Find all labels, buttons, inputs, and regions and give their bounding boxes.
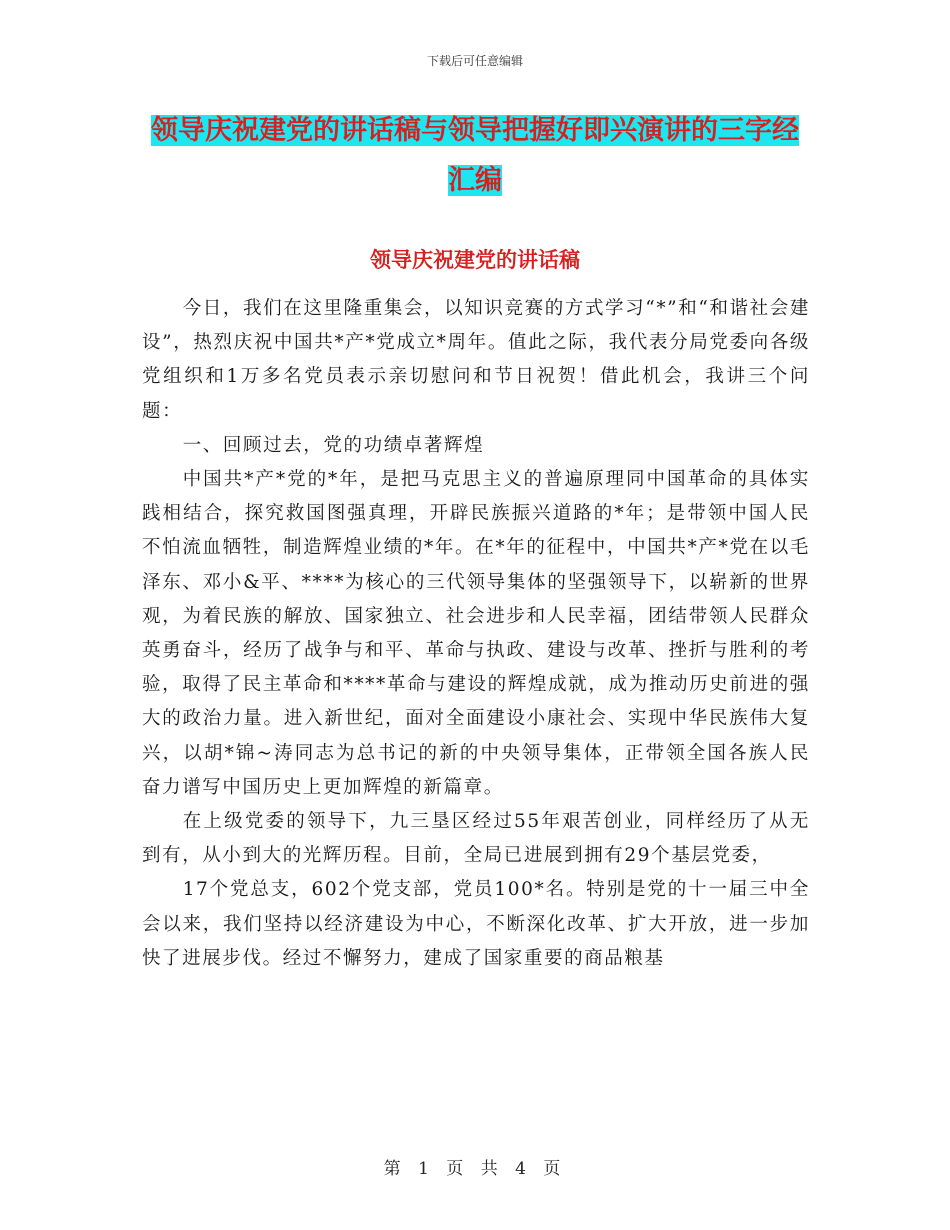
paragraph: 今日，我们在这里隆重集会，以知识竞赛的方式学习“*”和“和谐社会建设”，热烈庆祝中国共*产*党成立*周年。值此之际，我代表分局党委向各级党组织和1万多名党员表示亲切慰问和节日祝贺！借此机会，我讲三个问题： [142,298,810,422]
paragraph: 在上级党委的领导下，九三垦区经过55年艰苦创业，同样经历了从无到有，从小到大的光辉历程。目前，全局已进展到拥有29个基层党委， [142,811,810,867]
header-note: 下载后可任意编辑 [426,54,523,68]
paragraph: 中国共*产*党的*年，是把马克思主义的普遍原理同中国革命的具体实践相结合，探究救国图强真理，开辟民族振兴道路的*年；是带领中国人民不怕流血牺牲，制造辉煌业绩的*年。在*年的征程中，中国共*产*党在以毛泽东、邓小&平、****为核心的三代领导集体的坚强领导下，以崭新的世界观，为着民族的解放、国家独立、社会进步和人民幸福，团结带领人民群众英勇奋斗，经历了战争与和平、革命与执政、建设与改革、挫折与胜利的考验，取得了民主革命和****革命与建设的辉煌成就，成为推动历史前进的强大的政治力量。进入新世纪，面对全面建设小康社会、实现中华民族伟大复兴，以胡*锦~涛同志为总书记的新的中央领导集体，正带领全国各族人民奋力谱写中国历史上更加辉煌的新篇章。 [142,469,810,798]
paragraph: 一、回顾过去，党的功绩卓著辉煌 [182,434,485,456]
section-title: 领导庆祝建党的讲话稿 [370,248,580,272]
paragraph: 17个党总支，602个党支部，党员100*名。特别是党的十一届三中全会以来，我们坚持以经济建设为中心，不断深化改革、扩大开放，进一步加快了进展步伐。经过不懈努力，建成了国家重要的商品粮基 [142,879,810,969]
page-number: 第 1 页 共 4 页 [383,1159,567,1179]
document-title-text: 领导庆祝建党的讲话稿与领导把握好即兴演讲的三字经汇编 [151,115,799,196]
document-body [142,292,810,976]
document-title [140,106,810,206]
